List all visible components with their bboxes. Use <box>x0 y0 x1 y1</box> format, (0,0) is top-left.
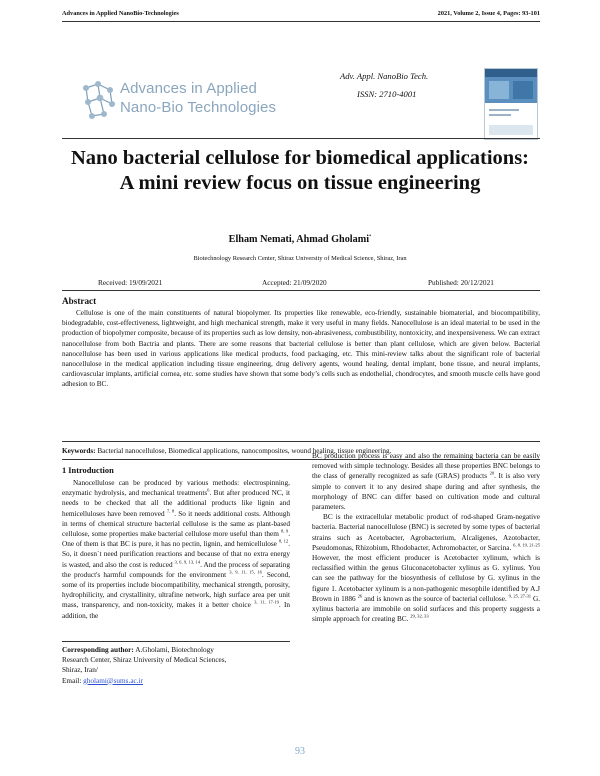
abstract-heading: Abstract <box>62 296 97 306</box>
page-number: 93 <box>295 746 305 757</box>
email-link[interactable]: gholami@sums.ac.ir <box>83 676 143 685</box>
molecule-logo-icon <box>78 74 120 128</box>
date-published: Published: 20/12/2021 <box>428 278 494 287</box>
authors: Elham Nemati, Ahmad Gholami <box>228 234 370 245</box>
logo-text-line2: Nano-Bio Technologies <box>120 99 277 116</box>
intro-paragraph-1: Nanocellulose can be produced by various methods: electrospinning, enzymatic hydrolysis, and mechanical treatments$^6$. But after produced NC, it needs to be checked that all the additional products like lignin and hemicelluloses have been removed $^{7, 8}$. So it needs additional costs. Although in terms of chemical structure bacterial cellulose is the same as plant-based cellulose, some properties make bacterial cellulose more useful than them $^{8, 9}$. One of them is that BC is pure, it has no pectin, lignin, and hemicellulose $^{8, 12}$. So, it doesn`t need purification reactions and because of that no extra energy is wasted, and also the cost is reduced $^{3, 6, 9, 13, 14}$. And the process of separating the product's harmful compounds for the environment $^{3, 9, 11, 15, 16}$. Second, some of its properties include biocompatibility, mechanical strength, porosity, hydrophilicity, and crystallinity, ultrafine network, high surface area per unit mass, transparency, and non-toxicity, makes it a better choice $^{3, 11, 17-19}$. In addition, the <box>62 479 291 620</box>
abstract-bottom-rule <box>62 441 540 442</box>
authors-line <box>100 234 500 245</box>
journal-issn: ISSN: 2710-4001 <box>357 89 417 99</box>
left-column <box>62 478 290 621</box>
abstract-top-rule <box>62 290 540 291</box>
running-header-left: Advances in Applied NanoBio-Technologies <box>62 10 179 17</box>
corresponding-label: Corresponding author: <box>62 646 134 654</box>
logo-text-line1: Advances in Applied <box>120 80 257 97</box>
title-top-rule <box>62 138 540 139</box>
intro-paragraph-2: BC production process is easy and also the remaining bacteria can be easily removed with simple technology. Besides all these properties BNC belongs to the class of generally recognized as safe (GRAS) products $^{20}$. It is also very simple to convert it to any desired shape during and after synthesis, the morphology of BNC can differ based on cultivation mode and cultural parameters. <box>312 452 541 512</box>
affiliation: Biotechnology Research Center, Shiraz University of Medical Science, Shiraz, Iran <box>193 255 407 262</box>
journal-logo <box>78 74 277 128</box>
article-title: Nano bacterial cellulose for biomedical applications: A mini review focus on tissue engineering <box>71 147 529 194</box>
corresponding-name: A.Gholami, Biotechnology <box>135 646 214 654</box>
right-column <box>312 451 540 624</box>
abstract-text: Cellulose is one of the main constituents of natural biopolymer. Its properties like renewable, eco-friendly, sustainable biomaterial, and biocompatibility, biodegradable, cost-effectiveness, lightweight, and high mechanical strength, make it very useful in many fields. Nanocellulose is an ideal material to be used in the production of biopolymer composite, because of its properties such as low density, non-abrasiveness, combustibility, nontoxicity, and inexpensiveness. We can extract nanocellulose from both Bactria and plants. There are some reasons that bacterial cellulose is better than plant cellulose, which are given below. Bacterial nanocellulose has been used in various applications like medical products, food packaging, etc. This mini-review talks about the significant role of bacterial nanocellulose in the medical application including tissue engineering, drug delivery agents, wound healing, dental implant, bone tissue, and neural implants, cardiovascular implants, artificial cornea, etc. some studies have shown that some body’s cells such as endothelial, chondrocytes, and smooth muscle cells have good adhesion to BC. <box>62 309 540 389</box>
keywords: Bacterial nanocellulose, Biomedical applications, nanocomposites, wound healing, tissue engineering. <box>97 447 392 455</box>
journal-cover-image <box>484 68 538 140</box>
corresponding-author <box>62 645 290 686</box>
corresponding-line2: Research Center, Shiraz University of Medical Sciences, <box>62 656 227 665</box>
date-accepted: Accepted: 21/09/2020 <box>262 278 327 287</box>
running-header-right: 2021, Volume 2, Issue 4, Pages: 93-101 <box>437 10 540 17</box>
cover-art-icon <box>485 69 537 139</box>
footnote-rule <box>62 641 290 642</box>
keywords-label: Keywords: <box>62 447 96 455</box>
section-heading-introduction: 1 Introduction <box>62 466 114 475</box>
corresponding-line3: Shiraz, Iran/ <box>62 666 98 675</box>
email-label: Email: <box>62 676 82 685</box>
header-rule <box>62 21 540 22</box>
journal-abbrev: Adv. Appl. NanoBio Tech. <box>340 71 429 81</box>
date-received: Received: 19/09/2021 <box>98 278 163 287</box>
intro-paragraph-3: BC is the extracellular metabolic product of rod-shaped Gram-negative bacteria. Bacterial nanocellulose (BNC) is secreted by some types of bacterial strains such as Acetobacter, Agrobacterium, Alcaligenes, Azotobacter, Pseudomonas, Rhizobium, Rhodobacter, Achromobacter, or Sarcina. $^{6, 8, 19, 21-25}$ However, the most efficient producer is Acetobacter xylinum, which is reclassified within the genus Gluconacetobacter xylinus as G. xylinus. You can see the pathway for the biosynthesis of cellulose by G. xylinus in the figure 1. Acetobacter xylinum is a non-pathogenic mesophile identified by A.J Brown in 1886 $^{26}$ and is known as the source of bacterial cellulose. $^{9, 25, 27-31}$ G. xylinus bacteria are immobile on solid surfaces and this property suggests a simple approach for creating BC. $^{29, 32, 33}$ <box>312 513 541 624</box>
corresponding-mark: * <box>369 233 372 239</box>
